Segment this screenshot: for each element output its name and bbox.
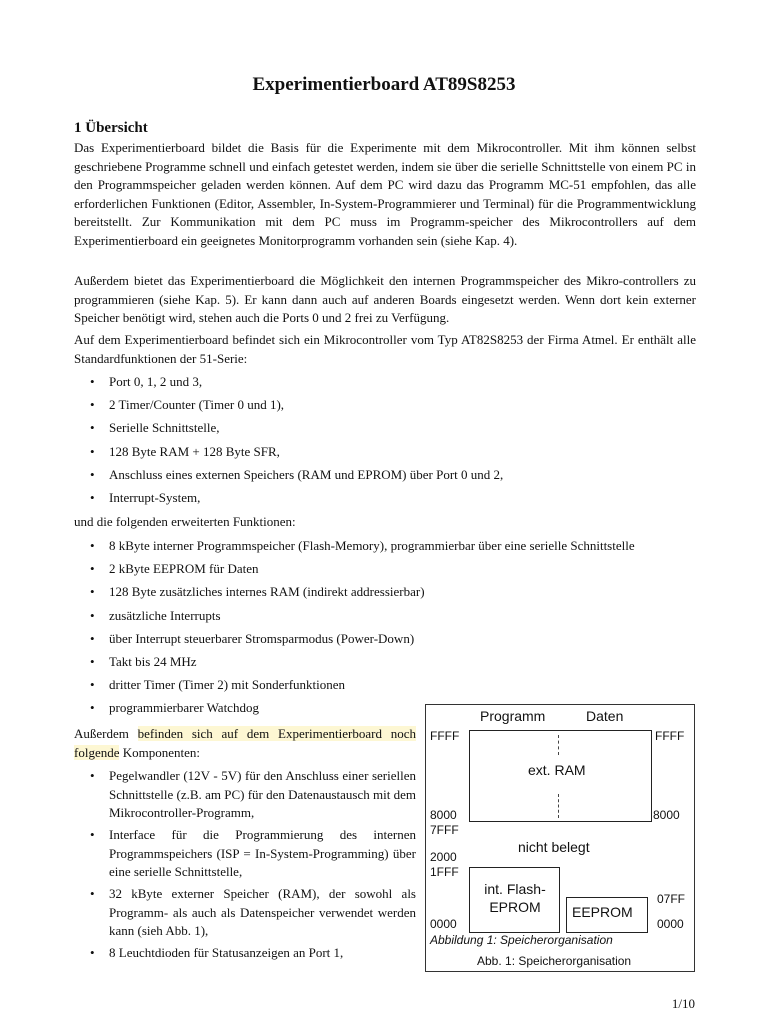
list-item: • Interrupt-System,	[90, 489, 696, 508]
address-label: 7FFF	[430, 823, 459, 837]
divider-line	[558, 735, 559, 755]
address-label: 0000	[430, 917, 457, 931]
address-label: 8000	[430, 808, 457, 822]
list-item: • Serielle Schnittstelle,	[90, 419, 696, 438]
ext-ram-label: ext. RAM	[528, 762, 586, 778]
components-list	[90, 767, 416, 966]
list-item: • 8 Leuchtdioden für Statusanzeigen an Port 1,	[90, 944, 416, 963]
figure-caption: Abb. 1: Speicherorganisation	[477, 954, 632, 968]
list-item: • Port 0, 1, 2 und 3,	[90, 373, 696, 392]
list-item: • 2 Timer/Counter (Timer 0 und 1),	[90, 396, 696, 415]
components-intro	[74, 725, 416, 762]
list-item: • Anschluss eines externen Speichers (RAM und EPROM) über Port 0 und 2,	[90, 466, 696, 485]
section-heading: 1 Übersicht	[74, 120, 148, 136]
figure-caption-italic: Abbildung 1: Speicherorganisation	[430, 933, 613, 947]
list-item: • Takt bis 24 MHz	[90, 653, 696, 672]
not-used-label: nicht belegt	[518, 839, 590, 855]
extended-functions-list	[90, 537, 696, 723]
components-intro-highlight: befinden sich auf dem Experimentierboard noch folgende	[74, 726, 416, 760]
address-label: 2000	[430, 850, 457, 864]
address-label: 1FFF	[430, 865, 459, 879]
column-label-program: Programm	[480, 708, 546, 724]
address-label: FFFF	[430, 729, 460, 743]
paragraph-intro: Das Experimentierboard bildet die Basis für die Experimente mit dem Mikrocontroller. Mit ihm können selbst geschriebene Programme schnell und einfach getestet werden, indem sie über die serielle Schnittstelle von einem PC in den Programmspeicher geladen werden können. Auf dem PC wird dazu das Programm MC-51 empfohlen, das alle erforderlichen Funktionen (Editor, Assembler, In-System-Programmierer und Terminal) für die Programmentwicklung bereitstellt. Zur Kommunikation mit dem PC muss im Programm-speicher des Mikrocontrollers auf dem Experimentierboard ein geeignetes Monitorprogramm vorhanden sein (siehe Kap. 4).	[74, 140, 696, 248]
list-item: • Pegelwandler (12V - 5V) für den Anschluss einer seriellen Schnittstelle (z.B. am PC) für den Datenaustausch mit dem Mikrocontroller-Programm,	[90, 767, 416, 823]
memory-organization-diagram	[425, 704, 695, 972]
eeprom-label: EEPROM	[572, 904, 633, 920]
address-label: 8000	[653, 808, 680, 822]
flash-label-line2: EPROM	[489, 899, 541, 915]
address-label: 07FF	[657, 892, 686, 906]
extended-intro: und die folgenden erweiterten Funktionen:	[74, 514, 296, 529]
list-item: • programmierbarer Watchdog	[90, 699, 696, 718]
list-item: • 32 kByte externer Speicher (RAM), der sowohl als Programm- als auch als Datenspeicher verwendet werden kann (sieh Abb. 1),	[90, 885, 416, 941]
standard-functions-list	[90, 373, 696, 512]
divider-line	[558, 794, 559, 818]
list-item: • 8 kByte interner Programmspeicher (Flash-Memory), programmierbar über eine serielle Schnittstelle	[90, 537, 696, 556]
list-item: • 2 kByte EEPROM für Daten	[90, 560, 696, 579]
list-item: • über Interrupt steuerbarer Stromsparmodus (Power-Down)	[90, 630, 696, 649]
address-label: FFFF	[655, 729, 685, 743]
list-item: • dritter Timer (Timer 2) mit Sonderfunktionen	[90, 676, 696, 695]
list-item: • 128 Byte RAM + 128 Byte SFR,	[90, 443, 696, 462]
document-title: Experimentierboard AT89S8253	[252, 74, 516, 95]
page-number: 1/10	[671, 996, 695, 1011]
column-label-data: Daten	[586, 708, 624, 724]
list-item: • zusätzliche Interrupts	[90, 607, 696, 626]
list-item: • Interface für die Programmierung des internen Programmspeichers (ISP = In-System-Programming) über eine serielle Schnittstelle,	[90, 826, 416, 882]
paragraph-programming: Außerdem bietet das Experimentierboard die Möglichkeit den internen Programmspeicher des Mikro-controllers zu programmieren (siehe Kap. 5). Er kann dann auch auf anderen Boards eingesetzt werden. Wenn dort kein externer Speicher benötigt wird, stehen auch die Ports 0 und 2 frei zu Verfügung.	[74, 273, 696, 326]
list-item: • 128 Byte zusätzliches internes RAM (indirekt addressierbar)	[90, 583, 696, 602]
paragraph-microcontroller: Auf dem Experimentierboard befindet sich ein Mikrocontroller vom Typ AT82S8253 der Firma Atmel. Er enthält alle Standardfunktionen der 51-Serie:	[74, 332, 696, 366]
address-label: 0000	[657, 917, 684, 931]
flash-label-line1: int. Flash-	[484, 881, 546, 897]
components-intro-start: Außerdem	[74, 726, 129, 741]
components-intro-end: Komponenten:	[122, 744, 200, 760]
